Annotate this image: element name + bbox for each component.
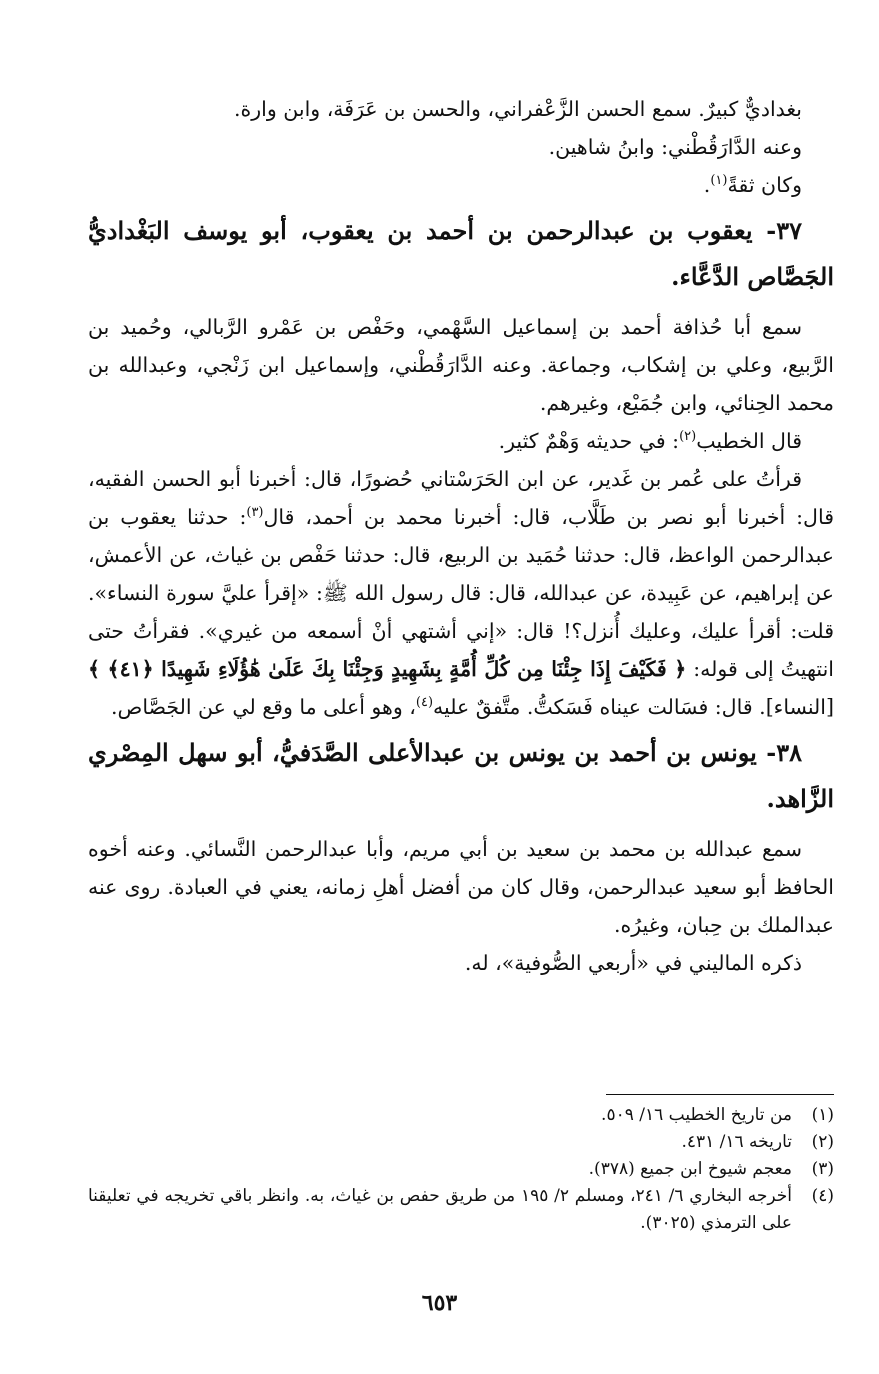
entry-37-p3-text-a: قرأتُ على عُمر بن غَدير، عن ابن الحَرَسْتاني حُضورًا، قال: أخبرنا أبو الحسن الفقيه، قال: أخبرنا أبو نصر بن طَلَّاب، قال: أخبرنا محمد بن أحمد، قال	[88, 467, 834, 529]
footnote-text: أخرجه البخاري ٦/ ٢٤١، ومسلم ٢/ ١٩٥ من طريق حفص بن غياث، به. وانظر باقي تخريجه في تعليقنا على الترمذي (٣٠٢٥).	[88, 1186, 793, 1233]
entry-37-p2-text-b: : في حديثه وَهْمٌ كثير.	[498, 429, 680, 453]
footnote-ref-1[interactable]: (١)	[710, 173, 728, 189]
footnote-2	[88, 1129, 834, 1156]
footnote-number: (٣)	[811, 1159, 834, 1179]
entry-38-heading: ٣٨- يونس بن أحمد بن يونس بن عبدالأعلى الصَّدَفيُّ، أبو سهل المِصْري الزَّاهد.	[88, 738, 834, 813]
entry-37-heading: ٣٧- يعقوب بن عبدالرحمن بن أحمد بن يعقوب، أبو يوسف البَغْداديُّ الجَصَّاص الدَّعَّاء.	[88, 216, 834, 291]
entry-37-paragraph-2	[88, 422, 834, 460]
footnote-text: من تاريخ الخطيب ١٦/ ٥٠٩.	[601, 1105, 792, 1125]
page-number: ٦٥٣	[421, 1290, 458, 1316]
entry-38-paragraph-1: سمع عبدالله بن محمد بن سعيد بن أبي مريم، وأبا عبدالرحمن النَّسائي. وعنه أخوه الحافظ أبو سعيد عبدالرحمن، وقال كان من أفضل أهلِ زمانه، يعني في العبادة. روى عنه عبدالملك بن حِبان، وغيرُه.	[88, 837, 834, 937]
quran-verse: ﴿ فَكَيْفَ إِذَا جِئْنَا مِن كُلِّ أُمَّةٍ بِشَهِيدٍ وَجِئْنَا بِكَ عَلَىٰ هَٰؤُلَاءِ شَهِيدًا ﴿٤١﴾ ﴾	[88, 657, 687, 681]
entry-37-p3-text-b: : حدثنا يعقوب بن عبدالرحمن الواعظ، قال: حدثنا حُمَيد بن الربيع، قال: حدثنا حَفْص بن غياث، عن الأعمش، عن إبراهيم، عن عَبِيدة، عن عبدالله، قال: قال رسول الله ﷺ: «إقرأ عليَّ سورة النساء». قلت: أقرأ عليك، وعليك أُنزل؟! قال: «إني أشتهي أنْ أسمعه من غيري». فقرأتُ حتى انتهيتُ إلى قوله:	[88, 505, 834, 681]
entry-37-paragraph-3	[88, 460, 834, 726]
entry-37-p2-text-a: قال الخطيب	[696, 429, 802, 453]
page-body	[88, 90, 834, 982]
intro-line-2: وعنه الدَّارَقُطْني: وابنُ شاهين.	[548, 135, 802, 159]
footnote-4	[88, 1183, 834, 1237]
footnote-number: (٢)	[811, 1132, 834, 1152]
footnote-3	[88, 1156, 834, 1183]
quran-source: [النساء].	[759, 695, 834, 719]
intro-line-1: بغداديٌّ كبيرٌ. سمع الحسن الزَّعْفراني، والحسن بن عَرَفَة، وابن وارة.	[234, 97, 802, 121]
entry-37-p3-text-d: ، وهو أعلى ما وقع لي عن الجَصَّاص.	[111, 695, 416, 719]
intro-line-3	[88, 166, 834, 204]
entry-37-p3-text-c: قال: فسَالت عيناه فَسَكتُّ. متَّفقٌ عليه	[433, 695, 753, 719]
footnote-ref-3[interactable]: (٣)	[246, 505, 264, 521]
entry-37-paragraph-1: سمع أبا حُذافة أحمد بن إسماعيل السَّهْمي، وحَفْص بن عَمْرو الرَّبالي، وحُميد بن الرَّبيع، وعلي بن إشكاب، وجماعة. وعنه الدَّارَقُطْني، وإسماعيل ابن زَنْجي، وعبدالله بن محمد الحِنائي، وابن جُمَيْع، وغيرهم.	[88, 315, 834, 415]
footnote-divider	[606, 1094, 834, 1095]
footnote-number: (٤)	[811, 1186, 834, 1206]
intro-line-3-end: .	[703, 173, 711, 197]
footnote-ref-4[interactable]: (٤)	[415, 695, 434, 711]
footnote-text: معجم شيوخ ابن جميع (٣٧٨).	[588, 1159, 792, 1179]
footnote-number: (١)	[811, 1105, 834, 1125]
footnote-1	[88, 1102, 834, 1129]
entry-38-paragraph-2: ذكره الماليني في «أربعي الصُّوفية»، له.	[464, 951, 802, 975]
footnote-ref-2[interactable]: (٢)	[679, 429, 697, 445]
footnotes	[88, 1102, 834, 1237]
footnote-text: تاريخه ١٦/ ٤٣١.	[681, 1132, 792, 1152]
intro-line-3-text: وكان ثقةً	[727, 173, 802, 197]
